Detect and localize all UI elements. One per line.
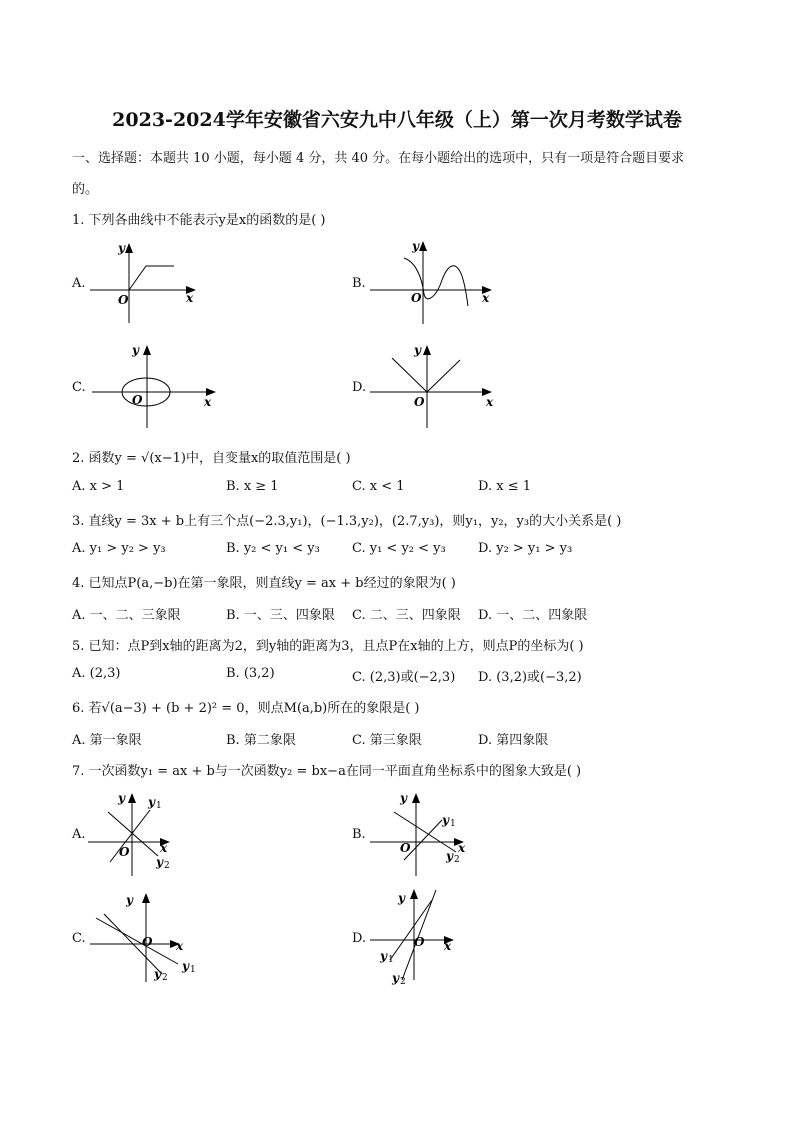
q7-graph-a [88, 788, 188, 880]
subscript-2: 2 [400, 977, 406, 987]
q5-option-b[interactable]: B. (3,2) [226, 666, 275, 681]
q4-option-b[interactable]: B. 一、三、四象限 [226, 608, 335, 623]
x-axis-label: x [186, 291, 194, 305]
q1-option-b-label: B. [352, 276, 366, 291]
y-axis-label: y [414, 343, 421, 357]
x-axis-label: x [176, 939, 184, 953]
origin-label: O [118, 293, 129, 307]
q4-option-d[interactable]: D. 一、二、四象限 [478, 608, 588, 623]
q7-option-d-label: D. [352, 931, 367, 946]
q2-option-a[interactable]: A. x > 1 [72, 479, 125, 494]
q3-option-a[interactable]: A. y₁ > y₂ > y₃ [72, 541, 166, 556]
q5-option-a[interactable]: A. (2,3) [72, 666, 121, 681]
y-axis-label: y [126, 893, 133, 907]
q7-option-a-label: A. [72, 827, 86, 842]
origin-label: O [414, 395, 425, 409]
q7-option-c-label: C. [72, 931, 86, 946]
q3-option-c[interactable]: C. y₁ < y₂ < y₃ [352, 541, 446, 556]
q1-graph-a [90, 238, 200, 328]
q5-option-c[interactable]: C. (2,3)或(−2,3) [352, 670, 456, 685]
line-y2-label: y [392, 971, 399, 985]
y-axis-label: y [412, 239, 419, 253]
line-y1-label: y [442, 813, 449, 827]
subscript-2: 2 [454, 855, 460, 865]
q7-graph-d [370, 884, 480, 988]
q6-option-b[interactable]: B. 第二象限 [226, 733, 296, 748]
question-1-stem: 1. 下列各曲线中不能表示y是x的函数的是( ) [72, 213, 326, 228]
x-axis-label: x [444, 939, 452, 953]
subscript-1: 1 [388, 955, 394, 965]
y-axis-label: y [118, 241, 125, 255]
subscript-1: 1 [156, 801, 162, 811]
subscript-1: 1 [190, 965, 196, 975]
question-5-stem: 5. 已知：点P到x轴的距离为2，到y轴的距离为3，且点P在x轴的上方，则点P的坐标为( ) [72, 639, 584, 654]
q2-option-c[interactable]: C. x < 1 [352, 479, 405, 494]
subscript-1: 1 [450, 819, 456, 829]
exam-title: 2023-2024学年安徽省六安九中八年级（上）第一次月考数学试卷 [112, 109, 682, 131]
question-7-stem: 7. 一次函数y₁ = ax + b与一次函数y₂ = bx−a在同一平面直角坐标系中的图象大致是( ) [72, 764, 582, 779]
question-2-stem: 2. 函数y = √(x−1)中，自变量x的取值范围是( ) [72, 451, 351, 466]
line-y1-label: y [380, 949, 387, 963]
section-heading-line2: 的。 [72, 182, 99, 197]
y-axis-label: y [118, 791, 125, 805]
x-axis-label: x [204, 395, 212, 409]
x-axis-label: x [482, 291, 490, 305]
subscript-2: 2 [164, 861, 170, 871]
origin-label: O [142, 935, 153, 949]
y-axis-label: y [132, 343, 139, 357]
line-y1-label: y [182, 959, 189, 973]
origin-label: O [132, 393, 143, 407]
section-heading-line1: 一、选择题：本题共 10 小题，每小题 4 分，共 40 分。在每小题给出的选项中，只有一项是符合题目要求 [72, 151, 685, 166]
line-y1-label: y [148, 795, 155, 809]
x-axis-label: x [486, 395, 494, 409]
q7-graph-b [370, 788, 480, 880]
q4-option-a[interactable]: A. 一、二、三象限 [72, 608, 181, 623]
line-y2-label: y [446, 849, 453, 863]
subscript-2: 2 [162, 973, 168, 983]
origin-label: O [119, 845, 130, 859]
x-axis-label: x [160, 841, 168, 855]
q1-option-c-label: C. [72, 380, 86, 395]
question-6-stem: 6. 若√(a−3) + (b + 2)² = 0，则点M(a,b)所在的象限是( ) [72, 701, 420, 716]
q4-option-c[interactable]: C. 二、三、四象限 [352, 608, 461, 623]
line-y2-label: y [156, 855, 163, 869]
q5-option-d[interactable]: D. (3,2)或(−3,2) [478, 670, 582, 685]
origin-label: O [411, 291, 422, 305]
origin-label: O [414, 935, 425, 949]
q1-graph-d [370, 340, 500, 432]
origin-label: O [400, 841, 411, 855]
line-y2-label: y [154, 967, 161, 981]
q6-option-c[interactable]: C. 第三象限 [352, 733, 422, 748]
q1-graph-c [92, 340, 222, 432]
q6-option-d[interactable]: D. 第四象限 [478, 733, 549, 748]
y-axis-label: y [400, 791, 407, 805]
q1-option-a-label: A. [72, 276, 86, 291]
q1-option-d-label: D. [352, 380, 367, 395]
y-axis-label: y [398, 891, 405, 905]
q2-option-d[interactable]: D. x ≤ 1 [478, 479, 531, 494]
x-axis-label: x [458, 841, 466, 855]
question-4-stem: 4. 已知点P(a,−b)在第一象限，则直线y = ax + b经过的象限为( ) [72, 576, 456, 591]
q3-option-d[interactable]: D. y₂ > y₁ > y₃ [478, 541, 573, 556]
q7-graph-c [90, 888, 210, 986]
q7-option-b-label: B. [352, 827, 366, 842]
q6-option-a[interactable]: A. 第一象限 [72, 733, 142, 748]
q1-graph-b [370, 236, 500, 328]
q2-option-b[interactable]: B. x ≥ 1 [226, 479, 279, 494]
q3-option-b[interactable]: B. y₂ < y₁ < y₃ [226, 541, 320, 556]
question-3-stem: 3. 直线y = 3x + b上有三个点(−2.3,y₁)，(−1.3,y₂)，(2.7,y₃)，则y₁，y₂，y₃的大小关系是( ) [72, 514, 622, 529]
